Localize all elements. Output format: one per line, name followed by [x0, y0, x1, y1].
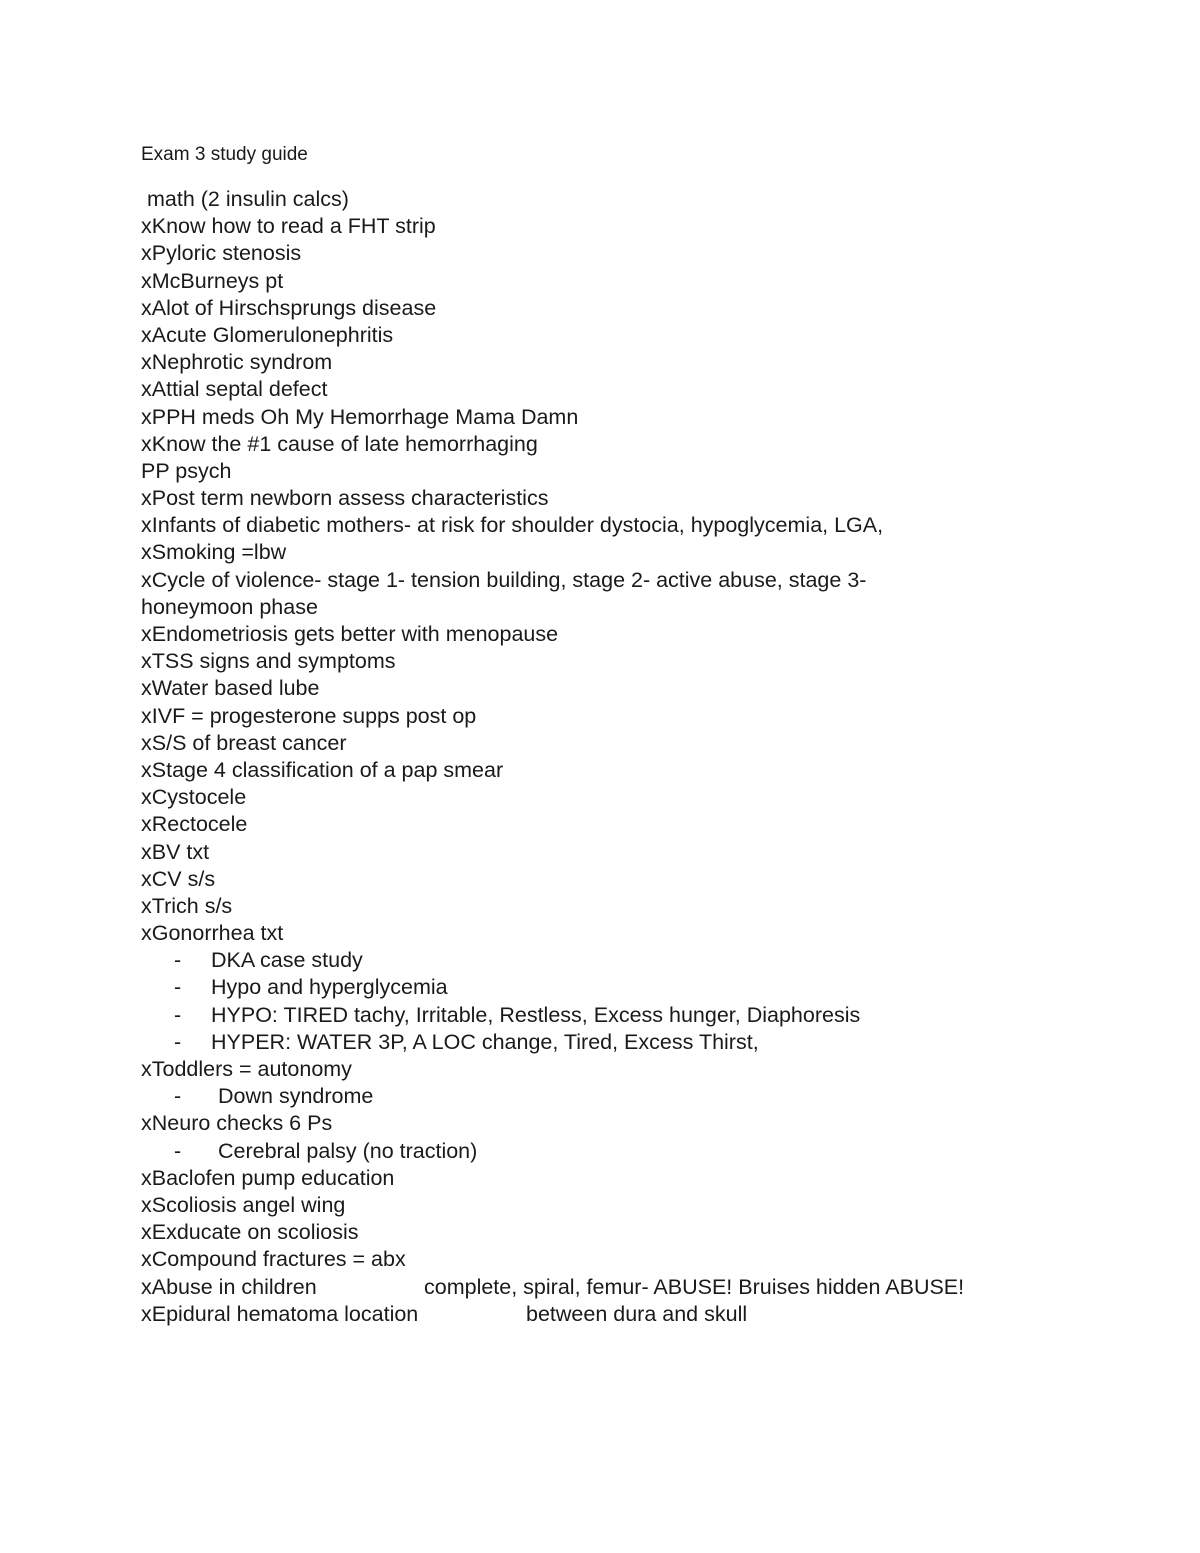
list-item: xPost term newborn assess characteristics: [141, 486, 549, 511]
list-item: xPyloric stenosis: [141, 241, 302, 266]
sub-list-item-text: Cerebral palsy (no traction): [218, 1138, 478, 1163]
sub-list-item: [141, 1083, 1141, 1110]
sub-list-item: [141, 947, 1141, 974]
list-item-term: xAbuse in children: [141, 1274, 317, 1299]
dash-bullet: -: [174, 948, 182, 973]
list-item: xTSS signs and symptoms: [141, 649, 396, 674]
list-item: xEndometriosis gets better with menopause: [141, 622, 559, 646]
sub-list-item-text: HYPO: TIRED tachy, Irritable, Restless, Excess hunger, Diaphoresis: [211, 1002, 861, 1027]
dash-bullet: -: [174, 1084, 182, 1109]
sub-list-item-text: Down syndrome: [218, 1084, 374, 1109]
list-item: xTrich s/s: [141, 893, 233, 918]
list-item: xBV txt: [141, 839, 210, 864]
dash-bullet: -: [174, 1002, 182, 1027]
sub-list-item: [141, 974, 1141, 1001]
list-item: xPPH meds Oh My Hemorrhage Mama Damn: [141, 404, 579, 429]
list-item: xInfants of diabetic mothers- at risk for shoulder dystocia, hypoglycemia, LGA,: [141, 513, 884, 538]
list-item: xWater based lube: [141, 676, 320, 701]
list-item: xStage 4 classification of a pap smear: [141, 757, 504, 782]
list-item-term: xEpidural hematoma location: [141, 1301, 419, 1326]
list-item: xAlot of Hirschsprungs disease: [141, 295, 437, 320]
list-item: xToddlers = autonomy: [141, 1057, 352, 1081]
list-item: xExducate on scoliosis: [141, 1220, 359, 1245]
list-item: xAttial septal defect: [141, 377, 328, 402]
list-item-continuation: honeymoon phase: [141, 594, 318, 619]
dash-bullet: -: [174, 975, 182, 1000]
list-item: xSmoking =lbw: [141, 540, 287, 565]
sub-list-item-text: DKA case study: [211, 948, 363, 973]
document-title: Exam 3 study guide: [141, 144, 308, 165]
list-item: xKnow how to read a FHT strip: [141, 214, 436, 239]
dash-bullet: -: [174, 1029, 182, 1054]
list-item: xCystocele: [141, 785, 247, 810]
list-item: xCV s/s: [141, 866, 216, 891]
sub-list-item: [141, 1138, 1141, 1165]
list-item: xIVF = progesterone supps post op: [141, 703, 477, 728]
list-item: xNephrotic syndrom: [141, 350, 333, 375]
list-item: xCycle of violence- stage 1- tension building, stage 2- active abuse, stage 3-: [141, 567, 867, 592]
list-item: xMcBurneys pt: [141, 268, 284, 293]
sub-list-item-text: Hypo and hyperglycemia: [211, 975, 448, 1000]
list-item: xRectocele: [141, 812, 248, 837]
dash-bullet: -: [174, 1138, 182, 1163]
study-list: [141, 186, 1141, 1328]
sub-list-item-text: HYPER: WATER 3P, A LOC change, Tired, Excess Thirst,: [211, 1029, 759, 1054]
list-item: xGonorrhea txt: [141, 921, 284, 946]
list-item: xNeuro checks 6 Ps: [141, 1111, 333, 1136]
list-item: xScoliosis angel wing: [141, 1192, 346, 1217]
list-item-detail: between dura and skull: [526, 1301, 748, 1326]
list-item: xAcute Glomerulonephritis: [141, 322, 394, 347]
list-item: PP psych: [141, 458, 232, 483]
list-item: math (2 insulin calcs): [147, 187, 349, 211]
list-item: [141, 1301, 1141, 1328]
list-item: xBaclofen pump education: [141, 1165, 395, 1190]
list-item: xS/S of breast cancer: [141, 730, 347, 755]
list-item: xCompound fractures = abx: [141, 1247, 406, 1272]
list-item: xKnow the #1 cause of late hemorrhaging: [141, 431, 538, 456]
list-item-detail: complete, spiral, femur- ABUSE! Bruises hidden ABUSE!: [424, 1274, 965, 1299]
sub-list-item: [141, 1002, 1141, 1029]
sub-list-item: [141, 1029, 1141, 1056]
list-item: [141, 1274, 1141, 1301]
